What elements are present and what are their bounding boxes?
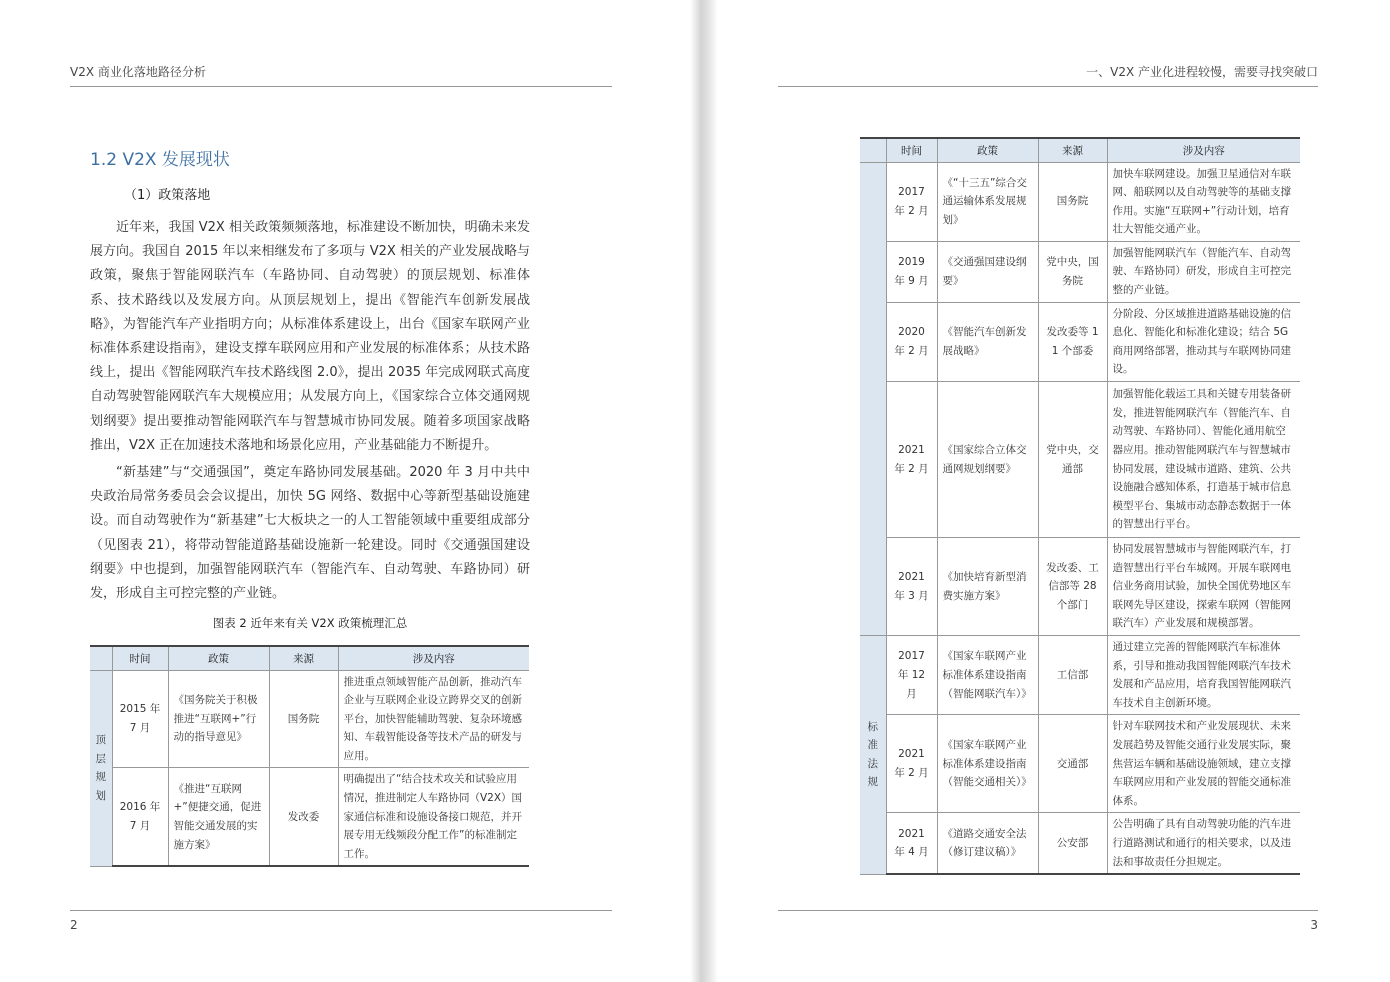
section-title: 1.2 V2X 发展现状: [90, 150, 230, 170]
header-cell: 政策: [937, 138, 1038, 162]
time-cell: 2020 年 2 月: [886, 302, 937, 381]
policy-cell: 《国务院关于积极推进“互联网+”行动的指导意见》: [168, 670, 269, 768]
policy-cell: 《国家车联网产业标准体系建设指南（智能交通相关）》: [937, 715, 1038, 813]
running-header: V2X 商业化落地路径分析: [70, 65, 206, 79]
policy-cell: 《交通强国建设纲要》: [937, 241, 1038, 302]
body-paragraph: 近年来，我国 V2X 相关政策频频落地，标准建设不断加快，明确未来发展方向。我国自 2015 年以来相继发布了多项与 V2X 相关的产业发展战略与政策，聚焦于智能网联汽车（车路协同、自动驾驶）的顶层规划、标准体系、技术路线以及发展方向。从顶层规划上，提出《智能汽车创新发展战略》，为智能汽车产业指明方向；从标准体系建设上，出台《国家车联网产业标准体系建设指南》，建设支撑车联网应用和产业发展的标准体系；从技术路线上，提出《智能网联汽车技术路线图 2.0》，提出 2035 年完成网联式高度自动驾驶智能网联汽车大规模应用；从发展方向上，《国家综合立体交通网规划纲要》提出要推动智能网联汽车与智慧城市协同发展。随着多项国家战略推出，V2X 正在加速技术落地和场景化应用，产业基础能力不断提升。: [90, 220, 530, 453]
page-number: 3: [1310, 918, 1318, 932]
table-row: [860, 302, 1300, 381]
table-header-row: [860, 138, 1300, 162]
policy-table-continued: [860, 137, 1300, 875]
table-row: [860, 538, 1300, 636]
header-cell: [860, 138, 886, 162]
content-cell: 明确提出了“结合技术攻关和试验应用情况，推进制定人车路协同（V2X）国家通信标准和设施设备接口规范，并开展专用无线频段分配工作”的标准制定工作。: [338, 768, 529, 866]
table-row: [860, 382, 1300, 538]
policy-cell: 《国家综合立体交通网规划纲要》: [937, 382, 1038, 538]
table-row: [860, 636, 1300, 715]
time-cell: 2017 年 2 月: [886, 162, 937, 241]
time-cell: 2019 年 9 月: [886, 241, 937, 302]
figure-caption: 图表 2 近年来有关 V2X 政策梳理汇总: [212, 616, 408, 630]
sub-title: （1）政策落地: [124, 188, 211, 203]
header-cell: 时间: [886, 138, 937, 162]
time-cell: 2021 年 2 月: [886, 382, 937, 538]
policy-table: [90, 645, 529, 867]
source-cell: 国务院: [269, 670, 338, 768]
body-paragraph: “新基建”与“交通强国”，奠定车路协同发展基础。2020 年 3 月中共中央政治局常务委员会会议提出，加快 5G 网络、数据中心等新型基础设施建设。而自动驾驶作为“新基建”七大板块之一的人工智能领域中重要组成部分（见图表 21），将带动智能道路基础设施新一轮建设。同时《交通强国建设纲要》中也提到，加强智能网联汽车（智能汽车、自动驾驶、车路协同）研发，形成自主可控完整的产业链。: [90, 465, 530, 602]
policy-cell: 《道路交通安全法（修订建议稿）》: [937, 813, 1038, 874]
source-cell: 党中央，国务院: [1038, 241, 1107, 302]
time-cell: 2017 年 12 月: [886, 636, 937, 715]
time-cell: 2015 年 7 月: [112, 670, 168, 768]
running-header: 一、V2X 产业化进程较慢，需要寻找突破口: [1086, 65, 1318, 79]
table-header-row: [90, 646, 529, 670]
source-cell: 公安部: [1038, 813, 1107, 874]
policy-cell: 《国家车联网产业标准体系建设指南（智能网联汽车）》: [937, 636, 1038, 715]
time-cell: 2021 年 4 月: [886, 813, 937, 874]
header-cell: [90, 646, 112, 670]
table-row: [860, 715, 1300, 813]
policy-cell: 《智能汽车创新发展战略》: [937, 302, 1038, 381]
content-cell: 分阶段、分区域推进道路基础设施的信息化、智能化和标准化建设；结合 5G 商用网络部署，推动其与车联网协同建设。: [1107, 302, 1300, 381]
source-cell: 发改委、工信部等 28 个部门: [1038, 538, 1107, 636]
page-number: 2: [70, 918, 78, 932]
policy-cell: 《“十三五”综合交通运输体系发展规划》: [937, 162, 1038, 241]
header-cell: 涉及内容: [338, 646, 529, 670]
table-row: [90, 670, 529, 768]
content-cell: 协同发展智慧城市与智能网联汽车，打造智慧出行平台车城网。开展车联网电信业务商用试验，加快全国优势地区车联网先导区建设，探索车联网（智能网联汽车）产业发展和规模部署。: [1107, 538, 1300, 636]
source-cell: 党中央，交通部: [1038, 382, 1107, 538]
header-rule: [778, 86, 1318, 87]
table-row: [860, 813, 1300, 874]
content-cell: 加强智能网联汽车（智能汽车、自动驾驶、车路协同）研发，形成自主可控完整的产业链。: [1107, 241, 1300, 302]
source-cell: 工信部: [1038, 636, 1107, 715]
source-cell: 发改委等 11 个部委: [1038, 302, 1107, 381]
source-cell: 国务院: [1038, 162, 1107, 241]
category-cell: 顶层规划: [90, 670, 112, 866]
time-cell: 2021 年 3 月: [886, 538, 937, 636]
content-cell: 推进重点领域智能产品创新，推动汽车企业与互联网企业设立跨界交叉的创新平台，加快智能辅助驾驶、复杂环境感知、车载智能设备等技术产品的研发与应用。: [338, 670, 529, 768]
table-row: [860, 162, 1300, 241]
table-row: [860, 241, 1300, 302]
table-row: [90, 768, 529, 866]
content-cell: 加快车联网建设。加强卫星通信对车联网、船联网以及自动驾驶等的基础支撑作用。实施“互联网+”行动计划，培育壮大智能交通产业。: [1107, 162, 1300, 241]
header-cell: 政策: [168, 646, 269, 670]
category-cell: 标准法规: [860, 636, 886, 875]
footer-rule: [778, 910, 1318, 911]
content-cell: 加强智能化载运工具和关键专用装备研发，推进智能网联汽车（智能汽车、自动驾驶、车路协同）、智能化通用航空器应用。推动智能网联汽车与智慧城市协同发展，建设城市道路、建筑、公共设施融合感知体系，打造基于城市信息模型平台、集城市动态静态数据于一体的智慧出行平台。: [1107, 382, 1300, 538]
policy-cell: 《加快培育新型消费实施方案》: [937, 538, 1038, 636]
header-cell: 来源: [269, 646, 338, 670]
time-cell: 2016 年 7 月: [112, 768, 168, 866]
policy-cell: 《推进“互联网+”便捷交通，促进智能交通发展的实施方案》: [168, 768, 269, 866]
source-cell: 发改委: [269, 768, 338, 866]
header-cell: 时间: [112, 646, 168, 670]
content-cell: 公告明确了具有自动驾驶功能的汽车进行道路测试和通行的相关要求，以及违法和事故责任分担规定。: [1107, 813, 1300, 874]
source-cell: 交通部: [1038, 715, 1107, 813]
content-cell: 通过建立完善的智能网联汽车标准体系，引导和推动我国智能网联汽车技术发展和产品应用，培育我国智能网联汽车技术自主创新环境。: [1107, 636, 1300, 715]
header-cell: 来源: [1038, 138, 1107, 162]
content-cell: 针对车联网技术和产业发展现状、未来发展趋势及智能交通行业发展实际，聚焦营运车辆和基础设施领域，建立支撑车联网应用和产业发展的智能交通标准体系。: [1107, 715, 1300, 813]
category-cell-continued: [860, 162, 886, 636]
footer-rule: [70, 910, 612, 911]
header-cell: 涉及内容: [1107, 138, 1300, 162]
time-cell: 2021 年 2 月: [886, 715, 937, 813]
header-rule: [70, 86, 612, 87]
